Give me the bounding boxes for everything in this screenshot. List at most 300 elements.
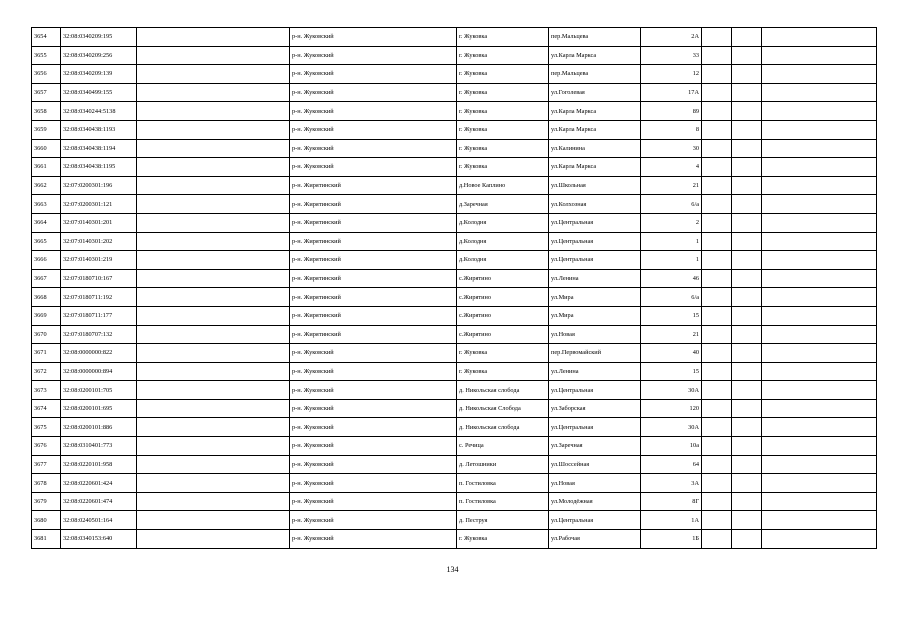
cadastral-number-cell: 32:07:0140301:202: [61, 232, 137, 251]
empty-cell-cell: [137, 176, 290, 195]
district-cell: р-н. Жуковский: [290, 65, 457, 84]
empty-cell-cell: [732, 362, 762, 381]
row-number-cell: 3677: [32, 455, 61, 474]
empty-cell-cell: [702, 83, 732, 102]
empty-cell-cell: [137, 139, 290, 158]
street-cell: ул.Карла Маркса: [549, 102, 641, 121]
empty-cell-cell: [702, 492, 732, 511]
district-cell: р-н. Жуковский: [290, 28, 457, 47]
table-row: [32, 46, 877, 65]
table-row: [32, 251, 877, 270]
house-number-cell: 15: [641, 362, 702, 381]
empty-cell-cell: [732, 399, 762, 418]
street-cell: ул.Карла Маркса: [549, 158, 641, 177]
table-row: [32, 418, 877, 437]
table-row: [32, 83, 877, 102]
empty-cell-cell: [137, 437, 290, 456]
locality-cell: п. Гостиловка: [457, 492, 549, 511]
empty-cell-cell: [762, 269, 877, 288]
empty-cell-cell: [732, 344, 762, 363]
house-number-cell: 40: [641, 344, 702, 363]
empty-cell-cell: [732, 176, 762, 195]
empty-cell-cell: [732, 455, 762, 474]
row-number-cell: 3662: [32, 176, 61, 195]
row-number-cell: 3672: [32, 362, 61, 381]
empty-cell-cell: [702, 455, 732, 474]
table-row: [32, 399, 877, 418]
empty-cell-cell: [732, 195, 762, 214]
table-row: [32, 325, 877, 344]
empty-cell-cell: [762, 139, 877, 158]
locality-cell: д. Пеструя: [457, 511, 549, 530]
district-cell: р-н. Жуковский: [290, 530, 457, 549]
empty-cell-cell: [762, 381, 877, 400]
row-number-cell: 3659: [32, 120, 61, 139]
cadastral-number-cell: 32:08:0200101:705: [61, 381, 137, 400]
house-number-cell: 17А: [641, 83, 702, 102]
locality-cell: г. Жуковка: [457, 83, 549, 102]
table-row: [32, 213, 877, 232]
district-cell: р-н. Жирятинский: [290, 195, 457, 214]
empty-cell-cell: [762, 418, 877, 437]
house-number-cell: 1Б: [641, 530, 702, 549]
district-cell: р-н. Жуковский: [290, 492, 457, 511]
row-number-cell: 3658: [32, 102, 61, 121]
empty-cell-cell: [732, 102, 762, 121]
table-row: [32, 158, 877, 177]
empty-cell-cell: [762, 455, 877, 474]
empty-cell-cell: [137, 28, 290, 47]
street-cell: ул.Ленина: [549, 269, 641, 288]
street-cell: пер.Мальцева: [549, 28, 641, 47]
table-row: [32, 492, 877, 511]
empty-cell-cell: [762, 511, 877, 530]
empty-cell-cell: [702, 530, 732, 549]
house-number-cell: 30: [641, 139, 702, 158]
cadastral-number-cell: 32:08:0340209:139: [61, 65, 137, 84]
empty-cell-cell: [137, 46, 290, 65]
table-row: [32, 306, 877, 325]
street-cell: ул.Заречная: [549, 437, 641, 456]
empty-cell-cell: [762, 83, 877, 102]
empty-cell-cell: [702, 102, 732, 121]
table-row: [32, 288, 877, 307]
empty-cell-cell: [137, 492, 290, 511]
house-number-cell: 1: [641, 251, 702, 270]
empty-cell-cell: [732, 28, 762, 47]
table-row: [32, 474, 877, 493]
empty-cell-cell: [702, 176, 732, 195]
cadastral-number-cell: 32:08:0340438:1193: [61, 120, 137, 139]
table-row: [32, 176, 877, 195]
cadastral-number-cell: 32:07:0140301:201: [61, 213, 137, 232]
district-cell: р-н. Жуковский: [290, 120, 457, 139]
house-number-cell: 3А: [641, 474, 702, 493]
empty-cell-cell: [762, 195, 877, 214]
page-number: 134: [446, 565, 459, 574]
locality-cell: д.Колодня: [457, 251, 549, 270]
empty-cell-cell: [762, 399, 877, 418]
empty-cell-cell: [762, 492, 877, 511]
district-cell: р-н. Жуковский: [290, 418, 457, 437]
locality-cell: с. Речица: [457, 437, 549, 456]
cadastral-number-cell: 32:08:0340438:1194: [61, 139, 137, 158]
empty-cell-cell: [702, 362, 732, 381]
cadastral-number-cell: 32:08:0240501:164: [61, 511, 137, 530]
house-number-cell: 6/а: [641, 288, 702, 307]
district-cell: р-н. Жирятинский: [290, 232, 457, 251]
locality-cell: д. Никольская слобода: [457, 381, 549, 400]
empty-cell-cell: [702, 381, 732, 400]
district-cell: р-н. Жирятинский: [290, 213, 457, 232]
empty-cell-cell: [762, 306, 877, 325]
row-number-cell: 3670: [32, 325, 61, 344]
district-cell: р-н. Жуковский: [290, 139, 457, 158]
row-number-cell: 3680: [32, 511, 61, 530]
locality-cell: г. Жуковка: [457, 139, 549, 158]
empty-cell-cell: [762, 158, 877, 177]
table-row: [32, 195, 877, 214]
house-number-cell: 15: [641, 306, 702, 325]
table-row: [32, 530, 877, 549]
district-cell: р-н. Жуковский: [290, 474, 457, 493]
cadastral-number-cell: 32:07:0140301:219: [61, 251, 137, 270]
empty-cell-cell: [702, 46, 732, 65]
cadastral-number-cell: 32:07:0180711:177: [61, 306, 137, 325]
house-number-cell: 21: [641, 325, 702, 344]
table-row: [32, 102, 877, 121]
empty-cell-cell: [702, 344, 732, 363]
locality-cell: д. Никольская слобода: [457, 418, 549, 437]
empty-cell-cell: [732, 251, 762, 270]
empty-cell-cell: [762, 46, 877, 65]
empty-cell-cell: [732, 65, 762, 84]
row-number-cell: 3655: [32, 46, 61, 65]
table-row: [32, 344, 877, 363]
empty-cell-cell: [137, 362, 290, 381]
district-cell: р-н. Жуковский: [290, 344, 457, 363]
empty-cell-cell: [702, 474, 732, 493]
house-number-cell: 46: [641, 269, 702, 288]
locality-cell: д.Заречная: [457, 195, 549, 214]
locality-cell: г. Жуковка: [457, 102, 549, 121]
locality-cell: с.Жирятино: [457, 325, 549, 344]
row-number-cell: 3681: [32, 530, 61, 549]
row-number-cell: 3669: [32, 306, 61, 325]
empty-cell-cell: [137, 474, 290, 493]
district-cell: р-н. Жуковский: [290, 158, 457, 177]
empty-cell-cell: [762, 325, 877, 344]
empty-cell-cell: [137, 213, 290, 232]
street-cell: ул.Калинина: [549, 139, 641, 158]
empty-cell-cell: [732, 474, 762, 493]
cadastral-number-cell: 32:07:0200301:196: [61, 176, 137, 195]
row-number-cell: 3666: [32, 251, 61, 270]
empty-cell-cell: [137, 232, 290, 251]
empty-cell-cell: [702, 139, 732, 158]
row-number-cell: 3674: [32, 399, 61, 418]
locality-cell: д. Летошники: [457, 455, 549, 474]
empty-cell-cell: [762, 176, 877, 195]
house-number-cell: 33: [641, 46, 702, 65]
locality-cell: г. Жуковка: [457, 530, 549, 549]
street-cell: ул.Новая: [549, 325, 641, 344]
locality-cell: г. Жуковка: [457, 120, 549, 139]
house-number-cell: 1А: [641, 511, 702, 530]
street-cell: ул.Центральная: [549, 381, 641, 400]
empty-cell-cell: [137, 269, 290, 288]
district-cell: р-н. Жирятинский: [290, 176, 457, 195]
street-cell: ул.Мира: [549, 306, 641, 325]
house-number-cell: 1: [641, 232, 702, 251]
district-cell: р-н. Жуковский: [290, 362, 457, 381]
house-number-cell: 21: [641, 176, 702, 195]
house-number-cell: 12: [641, 65, 702, 84]
empty-cell-cell: [702, 251, 732, 270]
empty-cell-cell: [762, 362, 877, 381]
street-cell: ул.Колхозная: [549, 195, 641, 214]
empty-cell-cell: [732, 511, 762, 530]
district-cell: р-н. Жирятинский: [290, 269, 457, 288]
empty-cell-cell: [137, 399, 290, 418]
row-number-cell: 3657: [32, 83, 61, 102]
empty-cell-cell: [137, 102, 290, 121]
empty-cell-cell: [702, 399, 732, 418]
district-cell: р-н. Жуковский: [290, 455, 457, 474]
street-cell: ул.Новая: [549, 474, 641, 493]
cadastral-number-cell: 32:08:0340499:155: [61, 83, 137, 102]
row-number-cell: 3654: [32, 28, 61, 47]
row-number-cell: 3665: [32, 232, 61, 251]
empty-cell-cell: [732, 120, 762, 139]
table-row: [32, 120, 877, 139]
cadastral-number-cell: 32:08:0340209:256: [61, 46, 137, 65]
locality-cell: с.Жирятино: [457, 269, 549, 288]
street-cell: пер.Мальцева: [549, 65, 641, 84]
row-number-cell: 3668: [32, 288, 61, 307]
empty-cell-cell: [732, 158, 762, 177]
district-cell: р-н. Жирятинский: [290, 325, 457, 344]
locality-cell: г. Жуковка: [457, 158, 549, 177]
empty-cell-cell: [702, 232, 732, 251]
street-cell: ул.Молодёжная: [549, 492, 641, 511]
empty-cell-cell: [732, 213, 762, 232]
empty-cell-cell: [137, 195, 290, 214]
table-row: [32, 65, 877, 84]
empty-cell-cell: [762, 437, 877, 456]
empty-cell-cell: [137, 381, 290, 400]
row-number-cell: 3678: [32, 474, 61, 493]
row-number-cell: 3663: [32, 195, 61, 214]
row-number-cell: 3661: [32, 158, 61, 177]
cadastral-number-cell: 32:08:0220601:474: [61, 492, 137, 511]
empty-cell-cell: [732, 269, 762, 288]
empty-cell-cell: [137, 65, 290, 84]
empty-cell-cell: [137, 511, 290, 530]
locality-cell: г. Жуковка: [457, 362, 549, 381]
locality-cell: д.Новое Каплино: [457, 176, 549, 195]
street-cell: ул.Центральная: [549, 213, 641, 232]
empty-cell-cell: [702, 158, 732, 177]
row-number-cell: 3676: [32, 437, 61, 456]
empty-cell-cell: [732, 139, 762, 158]
cadastral-number-cell: 32:08:0000000:894: [61, 362, 137, 381]
district-cell: р-н. Жуковский: [290, 511, 457, 530]
empty-cell-cell: [702, 511, 732, 530]
street-cell: ул.Карла Маркса: [549, 120, 641, 139]
empty-cell-cell: [137, 455, 290, 474]
empty-cell-cell: [702, 65, 732, 84]
street-cell: ул.Центральная: [549, 232, 641, 251]
empty-cell-cell: [732, 306, 762, 325]
locality-cell: д.Колодня: [457, 232, 549, 251]
locality-cell: г. Жуковка: [457, 344, 549, 363]
district-cell: р-н. Жирятинский: [290, 251, 457, 270]
cadastral-number-cell: 32:07:0180707:132: [61, 325, 137, 344]
cadastral-number-cell: 32:08:0340244:5138: [61, 102, 137, 121]
district-cell: р-н. Жуковский: [290, 102, 457, 121]
street-cell: ул.Центральная: [549, 511, 641, 530]
street-cell: ул.Ленина: [549, 362, 641, 381]
street-cell: ул.Гоголевая: [549, 83, 641, 102]
empty-cell-cell: [762, 344, 877, 363]
district-cell: р-н. Жуковский: [290, 83, 457, 102]
street-cell: ул.Центральная: [549, 251, 641, 270]
empty-cell-cell: [702, 288, 732, 307]
empty-cell-cell: [762, 120, 877, 139]
street-cell: ул.Мира: [549, 288, 641, 307]
row-number-cell: 3656: [32, 65, 61, 84]
row-number-cell: 3679: [32, 492, 61, 511]
house-number-cell: 8Г: [641, 492, 702, 511]
cadastral-number-cell: 32:07:0200301:121: [61, 195, 137, 214]
empty-cell-cell: [702, 28, 732, 47]
empty-cell-cell: [137, 325, 290, 344]
empty-cell-cell: [137, 83, 290, 102]
empty-cell-cell: [762, 232, 877, 251]
empty-cell-cell: [732, 232, 762, 251]
cadastral-number-cell: 32:08:0340438:1195: [61, 158, 137, 177]
register-table: [31, 27, 877, 549]
row-number-cell: 3660: [32, 139, 61, 158]
empty-cell-cell: [762, 213, 877, 232]
locality-cell: г. Жуковка: [457, 65, 549, 84]
table-row: [32, 437, 877, 456]
district-cell: р-н. Жуковский: [290, 46, 457, 65]
locality-cell: п. Гостиловка: [457, 474, 549, 493]
locality-cell: г. Жуковка: [457, 28, 549, 47]
empty-cell-cell: [732, 288, 762, 307]
cadastral-number-cell: 32:08:0340209:195: [61, 28, 137, 47]
empty-cell-cell: [702, 195, 732, 214]
cadastral-number-cell: 32:08:0000000:822: [61, 344, 137, 363]
row-number-cell: 3673: [32, 381, 61, 400]
cadastral-number-cell: 32:08:0200101:886: [61, 418, 137, 437]
empty-cell-cell: [702, 269, 732, 288]
empty-cell-cell: [137, 418, 290, 437]
empty-cell-cell: [732, 83, 762, 102]
district-cell: р-н. Жирятинский: [290, 306, 457, 325]
street-cell: ул.Рабочая: [549, 530, 641, 549]
cadastral-number-cell: 32:08:0220101:958: [61, 455, 137, 474]
cadastral-number-cell: 32:07:0180710:167: [61, 269, 137, 288]
empty-cell-cell: [137, 344, 290, 363]
row-number-cell: 3675: [32, 418, 61, 437]
table-row: [32, 139, 877, 158]
house-number-cell: 30А: [641, 381, 702, 400]
house-number-cell: 89: [641, 102, 702, 121]
empty-cell-cell: [762, 65, 877, 84]
empty-cell-cell: [762, 251, 877, 270]
district-cell: р-н. Жуковский: [290, 399, 457, 418]
street-cell: пер.Первомайский: [549, 344, 641, 363]
empty-cell-cell: [762, 28, 877, 47]
house-number-cell: 4: [641, 158, 702, 177]
empty-cell-cell: [702, 437, 732, 456]
cadastral-number-cell: 32:08:0220601:424: [61, 474, 137, 493]
cadastral-number-cell: 32:07:0180711:192: [61, 288, 137, 307]
empty-cell-cell: [702, 418, 732, 437]
empty-cell-cell: [732, 418, 762, 437]
house-number-cell: 30А: [641, 418, 702, 437]
empty-cell-cell: [762, 530, 877, 549]
table-body: [32, 28, 877, 549]
district-cell: р-н. Жирятинский: [290, 288, 457, 307]
empty-cell-cell: [762, 102, 877, 121]
empty-cell-cell: [762, 474, 877, 493]
street-cell: ул.Центральная: [549, 418, 641, 437]
locality-cell: д.Колодня: [457, 213, 549, 232]
house-number-cell: 6/а: [641, 195, 702, 214]
empty-cell-cell: [137, 251, 290, 270]
house-number-cell: 64: [641, 455, 702, 474]
empty-cell-cell: [732, 46, 762, 65]
house-number-cell: 2: [641, 213, 702, 232]
empty-cell-cell: [702, 213, 732, 232]
empty-cell-cell: [732, 437, 762, 456]
house-number-cell: 2А: [641, 28, 702, 47]
row-number-cell: 3664: [32, 213, 61, 232]
table-row: [32, 455, 877, 474]
row-number-cell: 3671: [32, 344, 61, 363]
cadastral-number-cell: 32:08:0340153:640: [61, 530, 137, 549]
empty-cell-cell: [137, 158, 290, 177]
table-row: [32, 232, 877, 251]
house-number-cell: 8: [641, 120, 702, 139]
empty-cell-cell: [732, 325, 762, 344]
empty-cell-cell: [702, 325, 732, 344]
street-cell: ул.Заборская: [549, 399, 641, 418]
empty-cell-cell: [732, 381, 762, 400]
table-row: [32, 381, 877, 400]
cadastral-number-cell: 32:08:0310401:773: [61, 437, 137, 456]
empty-cell-cell: [137, 306, 290, 325]
locality-cell: с.Жирятино: [457, 306, 549, 325]
table-row: [32, 28, 877, 47]
locality-cell: г. Жуковка: [457, 46, 549, 65]
house-number-cell: 120: [641, 399, 702, 418]
locality-cell: д. Никольская Слобода: [457, 399, 549, 418]
empty-cell-cell: [137, 288, 290, 307]
table-row: [32, 269, 877, 288]
empty-cell-cell: [137, 530, 290, 549]
district-cell: р-н. Жуковский: [290, 381, 457, 400]
empty-cell-cell: [732, 530, 762, 549]
house-number-cell: 10а: [641, 437, 702, 456]
street-cell: ул.Шоссейная: [549, 455, 641, 474]
empty-cell-cell: [702, 306, 732, 325]
table-row: [32, 511, 877, 530]
